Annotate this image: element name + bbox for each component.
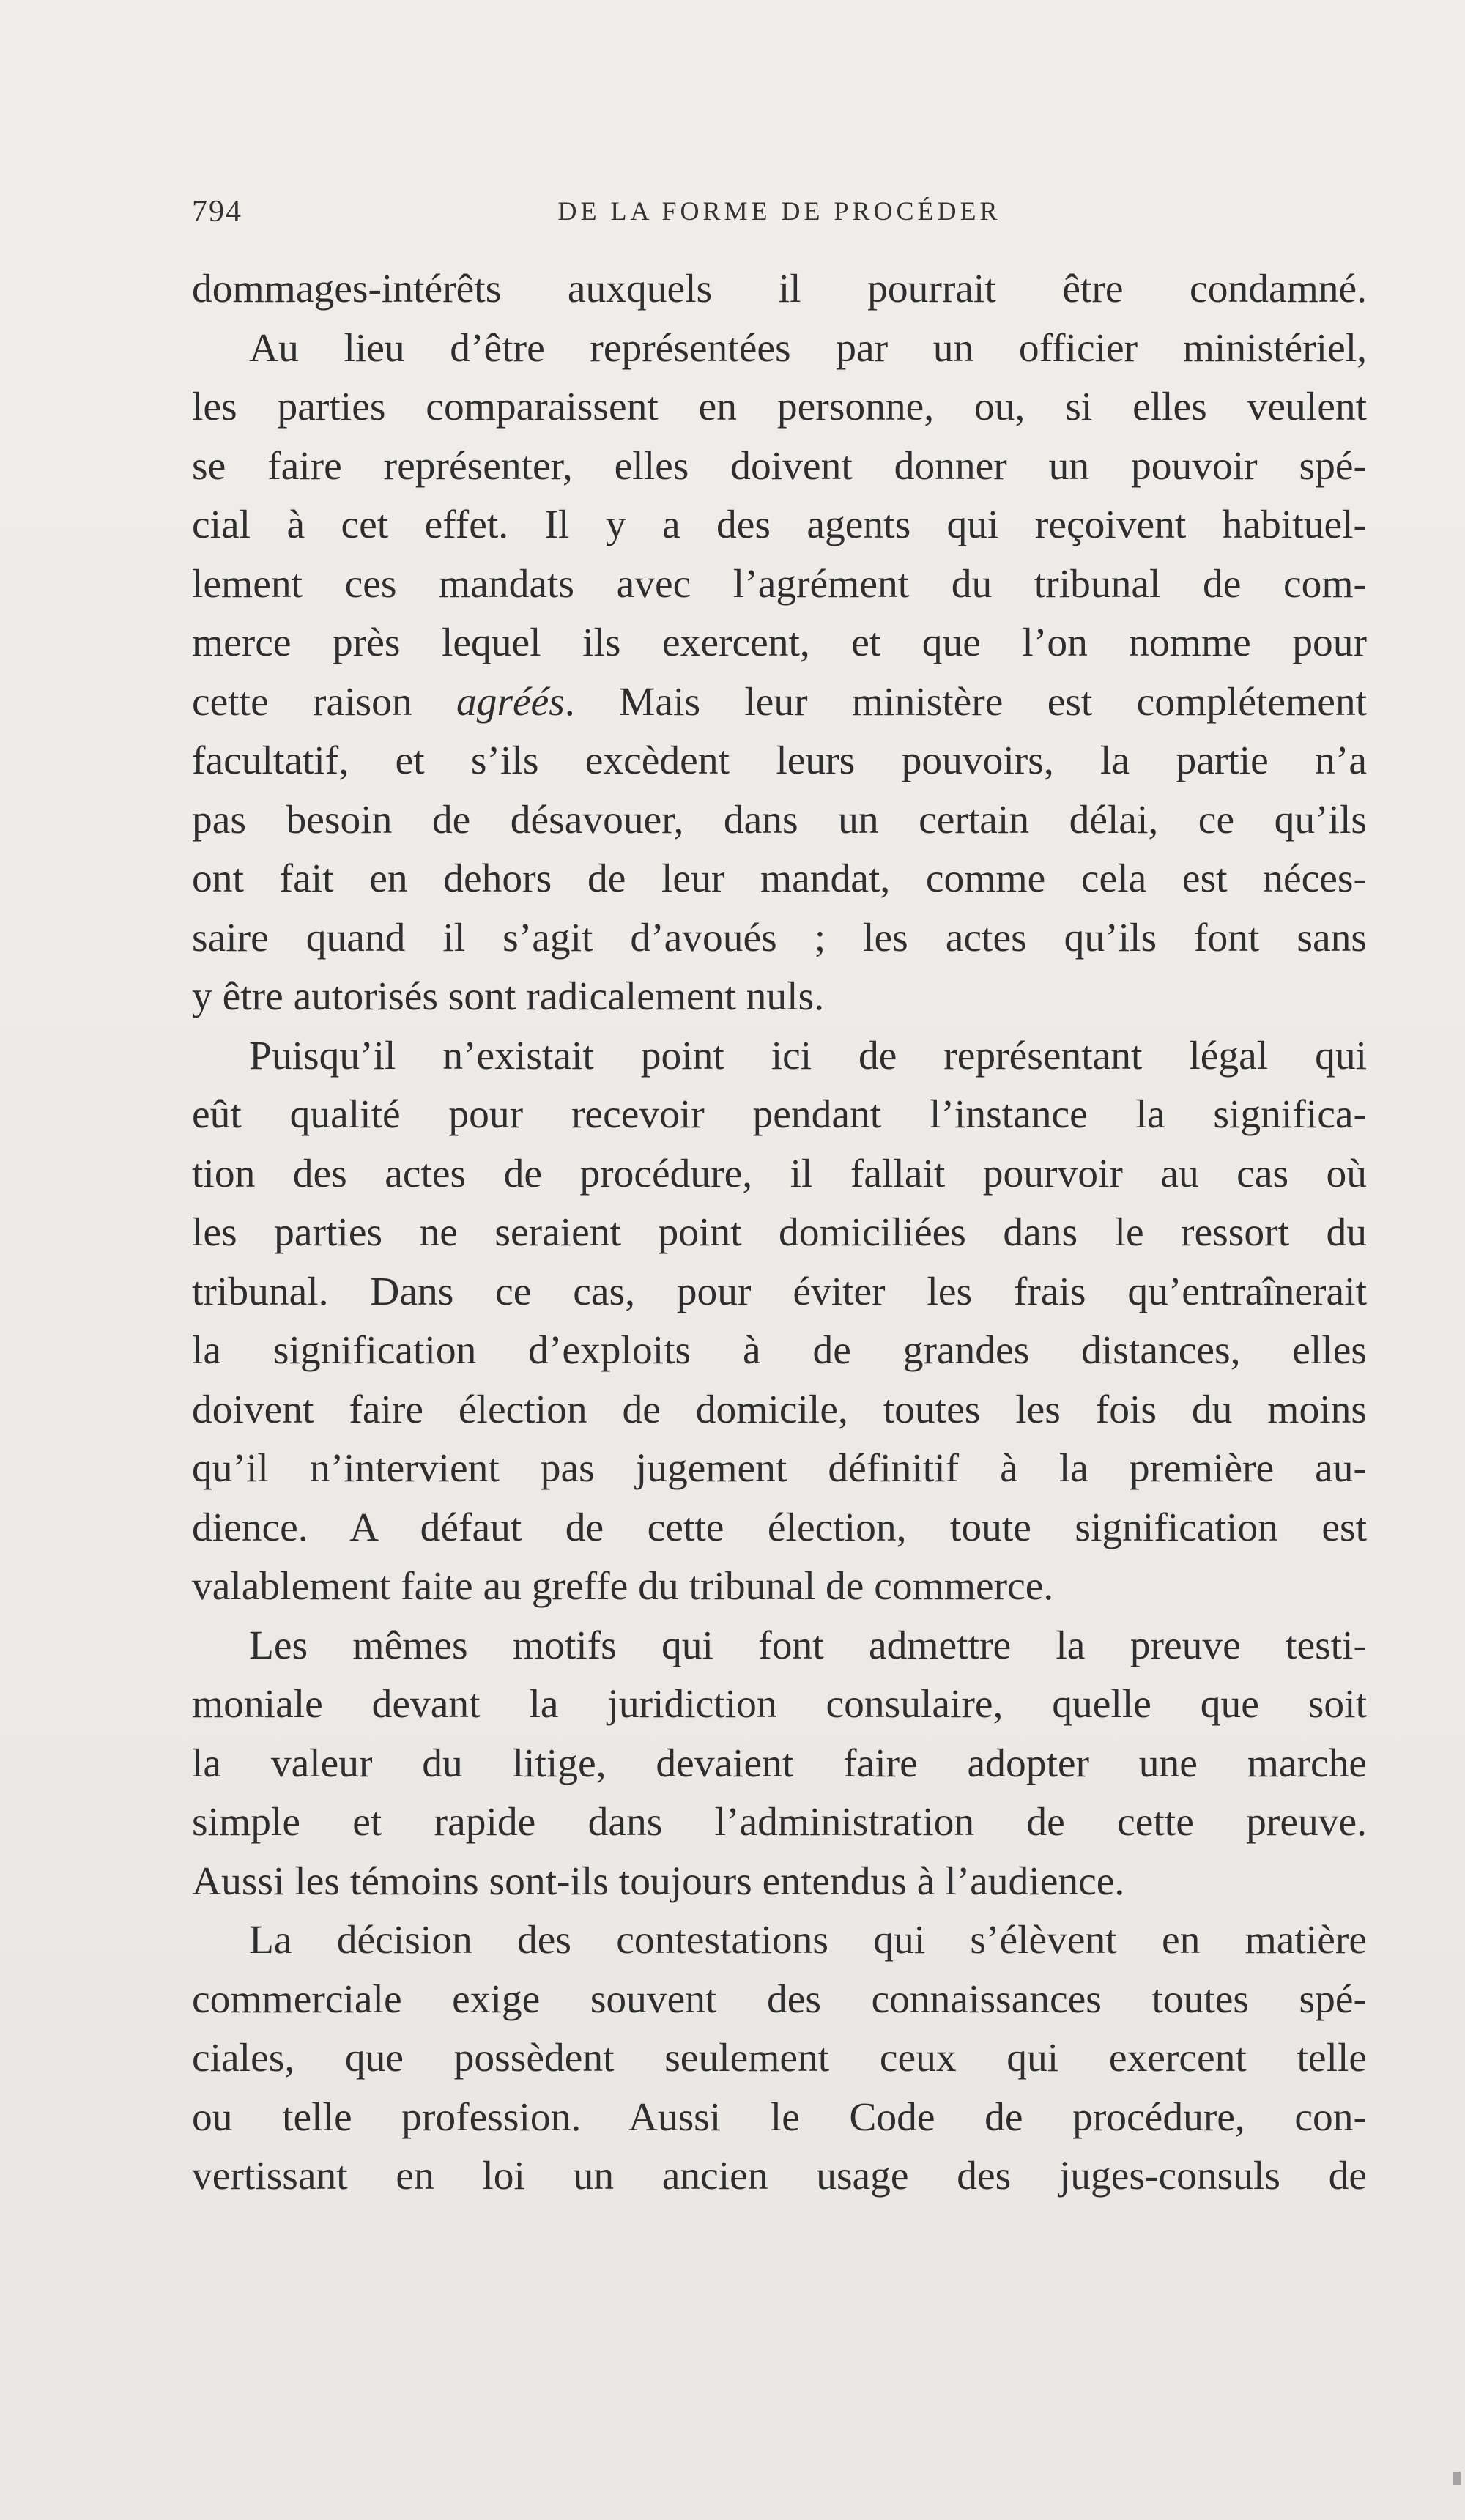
text-line: moniale devant la juridiction consulaire, quelle que soit bbox=[192, 1682, 1367, 1727]
text-line: ont fait en dehors de leur mandat, comme cela est néces- bbox=[192, 856, 1367, 901]
text-line: Les mêmes motifs qui font admettre la preuve testi- bbox=[249, 1623, 1367, 1668]
text-line: qu’il n’intervient pas jugement définitif à la première au- bbox=[192, 1446, 1367, 1491]
page-number: 794 bbox=[192, 195, 242, 229]
italic-term: agréés bbox=[456, 679, 565, 724]
text-line: simple et rapide dans l’administration de cette preuve. bbox=[192, 1800, 1367, 1845]
running-title: DE LA FORME DE PROCÉDER bbox=[557, 196, 1001, 226]
text-line: cial à cet effet. Il y a des agents qui reçoivent habituel- bbox=[192, 503, 1367, 547]
text-line: la valeur du litige, devaient faire adopter une marche bbox=[192, 1741, 1367, 1786]
text-line: y être autorisés sont radicalement nuls. bbox=[192, 974, 825, 1019]
text-line: ou telle profession. Aussi le Code de procédure, con- bbox=[192, 2094, 1367, 2140]
text-line: pas besoin de désavouer, dans un certain délai, ce qu’ils bbox=[192, 797, 1367, 842]
text-line: vertissant en loi un ancien usage des juges-consuls de bbox=[192, 2154, 1367, 2198]
text-line bbox=[192, 673, 1367, 733]
text-line: tribunal. Dans ce cas, pour éviter les frais qu’entraînerait bbox=[192, 1269, 1367, 1314]
text-line: eût qualité pour recevoir pendant l’instance la significa- bbox=[192, 1092, 1367, 1137]
text-line: saire quand il s’agit d’avoués ; les actes qu’ils font sans bbox=[192, 915, 1367, 960]
text-line: valablement faite au greffe du tribunal de commerce. bbox=[192, 1564, 1054, 1609]
text-line: les parties ne seraient point domiciliées dans le ressort du bbox=[192, 1210, 1367, 1255]
text-line: la signification d’exploits à de grandes distances, elles bbox=[192, 1328, 1367, 1373]
text-line: La décision des contestations qui s’élèvent en matière bbox=[249, 1918, 1367, 1963]
text-segment: . Mais leur ministère est complétement bbox=[564, 679, 1367, 724]
text-line: se faire représenter, elles doivent donner un pouvoir spé- bbox=[192, 443, 1367, 489]
text-line: tion des actes de procédure, il fallait pourvoir au cas où bbox=[192, 1151, 1367, 1196]
text-line: dommages-intérêts auxquels il pourrait être condamné. bbox=[192, 267, 1367, 311]
text-line: Aussi les témoins sont-ils toujours entendus à l’audience. bbox=[192, 1858, 1125, 1904]
text-line: commerciale exige souvent des connaissances toutes spé- bbox=[192, 1976, 1367, 2022]
text-line: merce près lequel ils exercent, et que l’on nomme pour bbox=[192, 620, 1367, 665]
scan-edge-mark bbox=[1453, 2472, 1461, 2485]
page-header bbox=[192, 194, 1367, 238]
text-line: doivent faire élection de domicile, toutes les fois du moins bbox=[192, 1387, 1367, 1432]
text-line: dience. A défaut de cette élection, toute signification est bbox=[192, 1505, 1367, 1550]
text-line: Au lieu d’être représentées par un officier ministériel, bbox=[249, 325, 1367, 371]
text-line: les parties comparaissent en personne, ou, si elles veulent bbox=[192, 385, 1367, 429]
text-line: lement ces mandats avec l’agrément du tribunal de com- bbox=[192, 561, 1367, 607]
body-text bbox=[192, 260, 1367, 2206]
text-segment: cette raison bbox=[192, 679, 456, 724]
text-line: Puisqu’il n’existait point ici de représentant légal qui bbox=[249, 1033, 1367, 1078]
text-line: ciales, que possèdent seulement ceux qui exercent telle bbox=[192, 2036, 1367, 2080]
text-line: facultatif, et s’ils excèdent leurs pouvoirs, la partie n’a bbox=[192, 738, 1367, 783]
